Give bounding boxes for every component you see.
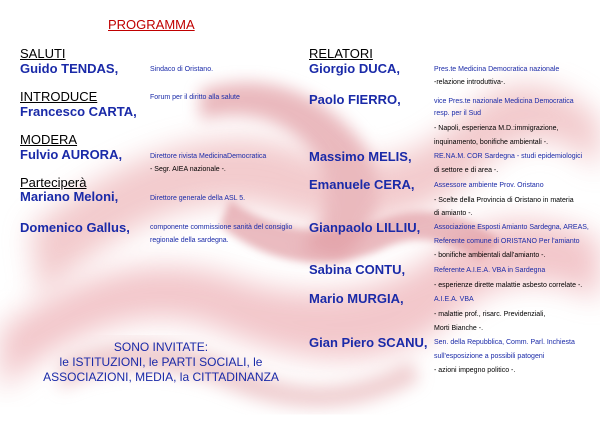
- relatore-line: inquinamento, bonifiche ambientali -.: [434, 139, 549, 146]
- invite-line-2: le ISTITUZIONI, le PARTI SOCIALI, le: [59, 355, 263, 369]
- saluti-name: Guido TENDAS,: [20, 61, 119, 76]
- relatore-name: Massimo MELIS,: [309, 149, 412, 164]
- relatore-line: di amianto -.: [434, 210, 473, 217]
- relatore-line: Morti Bianche -.: [434, 325, 484, 332]
- relatore-line: resp. per il Sud: [434, 110, 482, 117]
- invite-block: [20, 340, 302, 385]
- modera-role-1: Direttore rivista MedicinaDemocratica: [150, 153, 267, 160]
- modera-name: Fulvio AURORA,: [20, 147, 123, 162]
- introduce-heading: INTRODUCE: [20, 89, 98, 104]
- gallus-role-2: regionale della sardegna.: [150, 237, 229, 244]
- relatore-name: Giorgio DUCA,: [309, 61, 400, 76]
- relatore-line: - Napoli, esperienza M.D.:immigrazione,: [434, 125, 559, 132]
- relatore-line: Pres.te Medicina Democratica nazionale: [434, 66, 560, 73]
- relatore-line: vice Pres.te nazionale Medicina Democratica: [434, 98, 574, 105]
- invite-line-3: ASSOCIAZIONI, MEDIA, la CITTADINANZA: [43, 370, 279, 384]
- relatore-line: Sen. della Repubblica, Comm. Parl. Inchiesta: [434, 339, 575, 346]
- saluti-role: Sindaco di Oristano.: [150, 66, 214, 73]
- relatore-line: -relazione introduttiva-.: [434, 79, 506, 86]
- relatore-line: di settore e di area -.: [434, 167, 499, 174]
- introduce-role: Forum per il diritto alla salute: [150, 94, 240, 101]
- modera-heading: MODERA: [20, 132, 78, 147]
- relatore-name: Emanuele CERA,: [309, 177, 415, 192]
- relatore-line: - Scelte della Provincia di Oristano in materia: [434, 197, 574, 204]
- relatore-name: Mario MURGIA,: [309, 291, 404, 306]
- gallus-role-1: componente commissione sanità del consiglio: [150, 224, 293, 231]
- relatore-line: Referente A.I.E.A. VBA in Sardegna: [434, 267, 546, 274]
- relatore-line: A.I.E.A. VBA: [434, 296, 474, 303]
- gallus-name: Domenico Gallus,: [20, 220, 130, 235]
- partecipera-name: Mariano Meloni,: [20, 189, 119, 204]
- relatore-name: Paolo FIERRO,: [309, 92, 401, 107]
- programma-title: PROGRAMMA: [108, 17, 195, 32]
- relatore-line: - esperienze dirette malattie asbesto correlate -.: [434, 282, 583, 289]
- relatore-line: Referente comune di ORISTANO Per l'amianto: [434, 238, 580, 245]
- relatore-name: Gianpaolo LILLIU,: [309, 220, 421, 235]
- relatore-name: Gian Piero SCANU,: [309, 335, 428, 350]
- relatori-heading: RELATORI: [309, 46, 373, 61]
- relatore-name: Sabina CONTU,: [309, 262, 406, 277]
- modera-role-2: - Segr. AIEA nazionale -.: [150, 166, 226, 173]
- relatore-line: sull'esposizione a possibili patogeni: [434, 353, 545, 360]
- relatore-line: - azioni impegno politico -.: [434, 367, 516, 374]
- introduce-name: Francesco CARTA,: [20, 104, 137, 119]
- invite-line-1: SONO INVITATE:: [113, 340, 209, 354]
- partecipera-role: Direttore generale della ASL 5.: [150, 195, 246, 202]
- relatore-line: - malattie prof., risarc. Previdenziali,: [434, 311, 546, 318]
- saluti-heading: SALUTI: [20, 46, 66, 61]
- relatore-line: Associazione Esposti Amianto Sardegna, AREAS,: [434, 224, 589, 231]
- relatore-line: - bonifiche ambientali dall'amianto -.: [434, 252, 546, 259]
- relatore-line: RE.NA.M. COR Sardegna - studi epidemiologici: [434, 153, 583, 160]
- partecipera-heading: Parteciperà: [20, 175, 87, 190]
- relatore-line: Assessore ambiente Prov. Oristano: [434, 182, 544, 189]
